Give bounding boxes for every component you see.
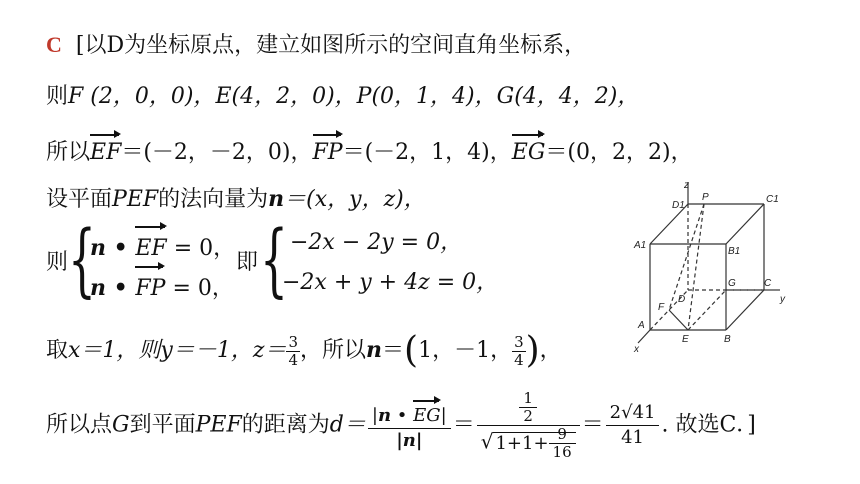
label-G: G — [728, 278, 736, 289]
eq2-rest: = 0， — [165, 276, 234, 301]
edge-b1c1 — [726, 204, 764, 244]
normal-n: n — [268, 186, 285, 212]
n-fraction — [512, 334, 526, 369]
label-B: B — [724, 334, 731, 345]
equals-1: ＝ — [452, 412, 475, 438]
vector-EF: EF — [90, 132, 121, 168]
eq1-rest: = 0， — [166, 236, 236, 261]
equals-2: ＝ — [581, 412, 604, 438]
prefix-ji: 即 — [236, 250, 259, 275]
x-value: x＝1，则 — [68, 338, 161, 363]
half — [519, 390, 537, 425]
n-bold: n — [366, 337, 383, 363]
text-distance: 的距离为 — [241, 412, 330, 438]
segment-PF — [669, 204, 704, 310]
label-y: y — [780, 294, 785, 305]
radicand-frac — [549, 426, 576, 461]
vector-FP-value: ＝(－2，1，4)， — [342, 140, 512, 165]
text-suoyi-2: ，所以 — [300, 338, 367, 363]
n-frac-den: 4 — [514, 350, 524, 369]
solution-line-4 — [46, 184, 426, 215]
y-value: y＝－1， — [160, 338, 253, 363]
point-G: G(4，4，2)， — [496, 84, 640, 109]
normal-components: ＝(x，y，z)， — [284, 187, 426, 212]
equation-3: −2x − 2y = 0， — [290, 230, 463, 255]
solution-line-1 — [46, 30, 586, 61]
conclusion: . 故选C．] — [661, 412, 756, 438]
vector-FP: FP — [313, 132, 343, 168]
equation-4: −2x + y + 4z = 0， — [282, 270, 499, 295]
trailing-comma: ， — [539, 338, 562, 363]
radicand — [493, 425, 575, 461]
value-fraction — [477, 390, 580, 461]
point-P: P(0，1，4)， — [356, 84, 497, 109]
prefix-ze-2: 则 — [46, 250, 69, 275]
text-normal-vector: 的法向量为 — [158, 187, 269, 212]
label-F: F — [658, 302, 665, 313]
distance-numerator: |n • EG| — [368, 398, 451, 429]
equals-sign: ＝ — [382, 338, 405, 363]
n-components: 1，－1， — [418, 338, 513, 363]
label-z: z — [684, 180, 689, 191]
segment-FE — [669, 310, 688, 330]
half-den: 2 — [523, 407, 533, 425]
value-numerator — [477, 390, 580, 426]
result-denominator: 41 — [621, 427, 645, 448]
solution-line-2 — [46, 82, 639, 112]
point-F: F (2，0，0)， — [68, 84, 216, 109]
label-A1: A1 — [634, 240, 647, 251]
segment-PE — [688, 204, 704, 330]
z-num: 3 — [288, 332, 298, 351]
sqrt-sign: √ — [480, 429, 494, 454]
eq2-n: n • — [90, 275, 136, 301]
x-axis — [638, 330, 650, 343]
point-G-ref: G — [112, 412, 130, 438]
eq1-vector: EF — [135, 224, 166, 268]
intro-text: [以D为坐标原点，建立如图所示的空间直角坐标系， — [75, 33, 587, 58]
solution-line-take — [46, 330, 562, 371]
solution-line-3 — [46, 132, 693, 168]
label-C1: C1 — [766, 194, 779, 205]
rad-num: 9 — [549, 426, 576, 444]
label-B1: B1 — [728, 246, 741, 257]
label-x: x — [634, 344, 639, 355]
text-qu: 取 — [46, 338, 69, 363]
segment-EG — [688, 290, 726, 330]
half-num: 1 — [519, 390, 537, 408]
label-D1: D1 — [672, 200, 685, 211]
eq1-n: n • — [90, 235, 136, 261]
vector-EG: EG — [512, 132, 546, 168]
plane-name: PEF — [112, 187, 159, 212]
z-fraction — [286, 334, 300, 369]
prefix-suoyi: 所以 — [46, 140, 91, 165]
equation-2 — [90, 264, 234, 308]
left-paren: ( — [404, 330, 419, 371]
answer-letter: C — [46, 32, 62, 57]
eq2-vector: FP — [135, 264, 165, 308]
z-prefix: z＝ — [252, 338, 287, 363]
distance-denominator: |n| — [396, 430, 423, 451]
value-denominator — [477, 426, 580, 461]
label-C: C — [764, 278, 772, 289]
z-den: 4 — [288, 350, 298, 369]
label-E: E — [682, 334, 689, 345]
equation-system — [46, 213, 526, 306]
vector-EG-value: ＝(0，2，2)， — [545, 140, 693, 165]
distance-fraction — [368, 398, 451, 453]
left-brace-1: { — [68, 213, 96, 306]
label-P: P — [702, 192, 709, 203]
text-daopingmian: 到平面 — [129, 412, 196, 438]
rad-den: 16 — [552, 443, 572, 461]
num-vector: EG — [413, 398, 441, 428]
left-brace-2: { — [260, 213, 288, 306]
label-D: D — [678, 294, 686, 305]
result-fraction — [606, 401, 660, 450]
vector-EF-value: ＝(－2，－2，0)， — [121, 140, 313, 165]
num-n: n — [377, 405, 392, 426]
radicand-a: 1+1+ — [495, 432, 549, 454]
prefix-ze: 则 — [46, 84, 69, 109]
edge-bc — [726, 290, 764, 330]
result-numerator: 2√41 — [606, 401, 660, 426]
num-dot: • — [391, 405, 414, 426]
point-E: E(4，2，0)， — [215, 84, 357, 109]
d-equals: d＝ — [329, 412, 366, 438]
right-paren: ) — [525, 330, 540, 371]
solution-line-distance — [46, 390, 756, 461]
n-frac-num: 3 — [514, 332, 524, 351]
plane-name-2: PEF — [195, 412, 242, 438]
label-A: A — [638, 320, 645, 331]
text-shepingmian: 设平面 — [46, 187, 113, 212]
text-suoyidian: 所以点 — [46, 412, 113, 438]
cube-figure — [620, 178, 820, 358]
